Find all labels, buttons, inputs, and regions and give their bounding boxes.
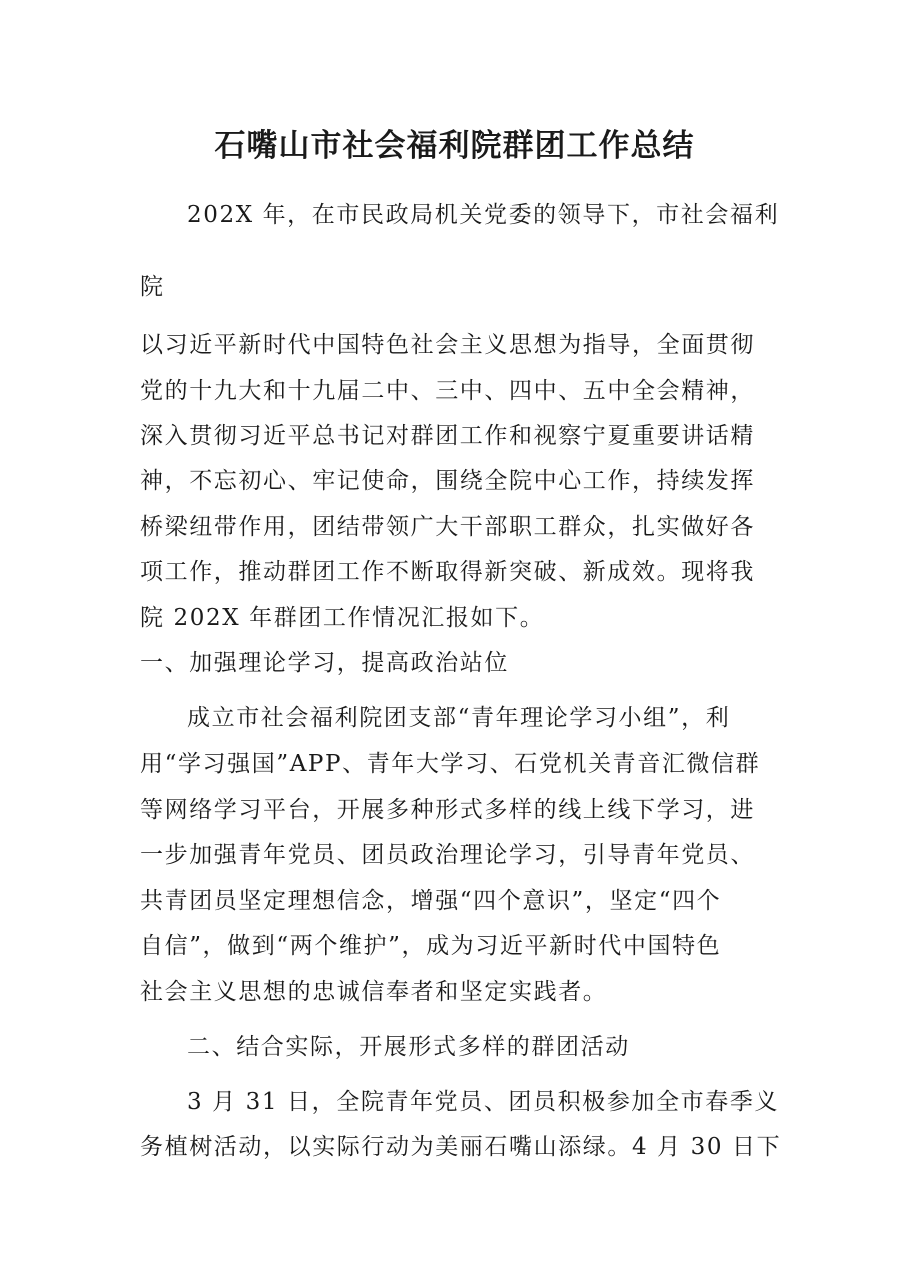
body-line: 用“学习强国”APP、青年大学习、石党机关青音汇微信群 bbox=[140, 751, 761, 777]
body-line: 成立市社会福利院团支部“青年理论学习小组”，利 bbox=[187, 705, 731, 731]
body-line: 一步加强青年党员、团员政治理论学习，引导青年党员、 bbox=[140, 842, 755, 868]
body-line: 院 202X 年群团工作情况汇报如下。 bbox=[140, 605, 545, 631]
body-line: 党的十九大和十九届二中、三中、四中、五中全会精神， bbox=[140, 378, 755, 404]
body-line: 项工作，推动群团工作不断取得新突破、新成效。现将我 bbox=[140, 559, 755, 585]
body-line: 院 bbox=[140, 274, 165, 300]
body-line: 务植树活动，以实际行动为美丽石嘴山添绿。4 月 30 日下 bbox=[140, 1134, 782, 1160]
body-line: 以习近平新时代中国特色社会主义思想为指导，全面贯彻 bbox=[140, 332, 755, 358]
body-line: 深入贯彻习近平总书记对群团工作和视察宁夏重要讲话精 bbox=[140, 423, 755, 449]
body-line: 202X 年，在市民政局机关党委的领导下，市社会福利 bbox=[187, 202, 780, 228]
body-line: 等网络学习平台，开展多种形式多样的线上线下学习，进 bbox=[140, 797, 755, 823]
body-line: 3 月 31 日，全院青年党员、团员积极参加全市春季义 bbox=[187, 1089, 780, 1115]
section-heading: 一、加强理论学习，提高政治站位 bbox=[140, 650, 509, 676]
body-line: 桥梁纽带作用，团结带领广大干部职工群众，扎实做好各 bbox=[140, 514, 755, 540]
body-line: 共青团员坚定理想信念，增强“四个意识”，坚定“四个 bbox=[140, 888, 722, 914]
body-line: 社会主义思想的忠诚信奉者和坚定实践者。 bbox=[140, 979, 608, 1005]
section-heading: 二、结合实际，开展形式多样的群团活动 bbox=[187, 1034, 630, 1060]
body-line: 神，不忘初心、牢记使命，围绕全院中心工作，持续发挥 bbox=[140, 468, 755, 494]
document-title: 石嘴山市社会福利院群团工作总结 bbox=[214, 128, 695, 164]
body-line: 自信”，做到“两个维护”，成为习近平新时代中国特色 bbox=[140, 933, 722, 959]
